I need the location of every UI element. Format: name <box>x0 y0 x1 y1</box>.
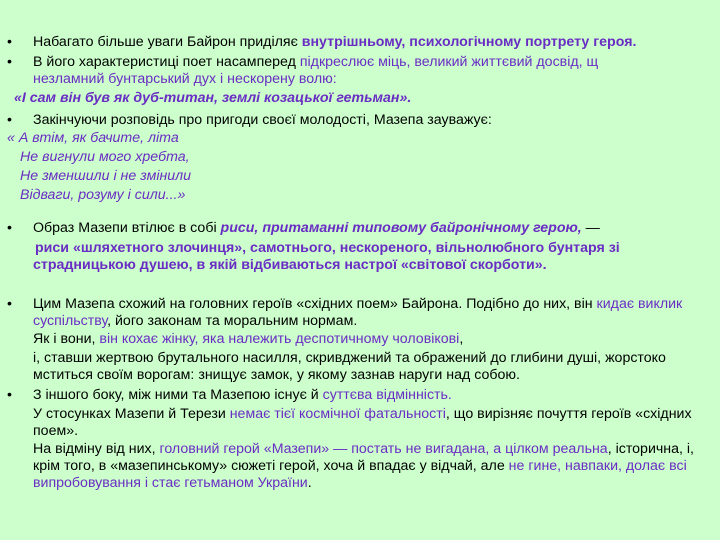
text-normal: Як і вони, <box>33 331 100 347</box>
bullet-text <box>33 387 712 404</box>
text-normal: Цим Мазепа схожий на головних героїв «східних поем» Байрона. Подібно до них, він <box>33 296 597 312</box>
bullet-text: Закінчуючи розповідь про пригоди своєї молодості, Мазепа зауважує: <box>33 112 492 128</box>
text-normal: Набагато більше уваги Байрон приділяє <box>33 34 302 50</box>
poem-line: Не вигнули мого хребта, <box>20 149 190 165</box>
text-emphasis: риси, притаманні типовому байронічному герою, <box>220 220 582 236</box>
text-normal: , його законам та моральним нормам. <box>107 313 358 329</box>
text-emphasis: внутрішньому, психологічному портрету героя. <box>301 34 637 50</box>
text-highlight: кидає виклик суспільству <box>33 296 683 329</box>
text-highlight: немає тієї космічної фатальності <box>229 406 446 422</box>
bullet-marker: • <box>7 54 12 70</box>
text-normal: . <box>307 475 312 491</box>
text-normal: — <box>581 220 600 236</box>
bullet-text <box>33 220 712 237</box>
bullet-marker: • <box>7 34 12 50</box>
paragraph-text <box>33 441 703 492</box>
poem-line: Не зменшили і не змінили <box>20 168 192 184</box>
text-highlight: головний герой «Мазепи» — постать не вигадана, а цілком реальна <box>159 441 608 457</box>
text-highlight: суттєва відмінність. <box>322 387 452 403</box>
text-highlight: підкреслює міць, великий життєвий досвід, щ незламний бунтарський дух і нескорену волю: <box>33 54 599 87</box>
poem-line: « А втім, як бачите, літа <box>7 130 179 146</box>
bullet-text <box>33 34 712 51</box>
paragraph-text <box>33 331 683 348</box>
paragraph-text <box>33 406 703 440</box>
bullet-marker: • <box>7 296 12 312</box>
text-normal: , <box>459 331 464 347</box>
text-highlight: він кохає жінку, яка належить деспотичному чоловікові <box>99 331 460 347</box>
bullet-marker: • <box>7 387 12 403</box>
text-emphasis: риси «шляхетного злочинця», самотнього, нескореного, вільнолюбного бунтаря зі страдницькою душею, в якій відбиваються настрої «світової скорботи». <box>33 240 620 273</box>
bullet-text <box>33 54 673 88</box>
text-normal: В його характеристиці поет насамперед <box>33 54 300 70</box>
quote-text: «І сам він був як дуб-титан, землі козацької гетьман». <box>14 90 412 106</box>
text-highlight: не гине, навпаки, долає всі випробовування і стає гетьманом України <box>33 458 687 491</box>
text-normal: , історична, і, крім того, в «мазепинському» сюжеті герой, хоча й впадає у відчай, але <box>33 441 694 474</box>
poem-line: Відваги, розуму і сили...» <box>20 187 186 203</box>
bullet-marker: • <box>7 112 12 128</box>
text-normal: У стосунках Мазепи й Терези <box>33 406 230 422</box>
bullet-marker: • <box>7 220 12 236</box>
text-normal: З іншого боку, між ними та Мазепою існує й <box>33 387 323 403</box>
bullet-text <box>33 296 683 330</box>
paragraph-text: і, ставши жертвою брутального насилля, скривджений та ображений до глибини душі, жорстоко мститься своїм ворогам: знищує замок, у якому зазнав наруги над собою. <box>33 350 666 383</box>
text-normal: , що вирізняє почуття героїв «східних поем». <box>33 406 692 439</box>
text-normal: Образ Мазепи втілює в собі <box>33 220 221 236</box>
text-normal: На відміну від них, <box>33 441 160 457</box>
